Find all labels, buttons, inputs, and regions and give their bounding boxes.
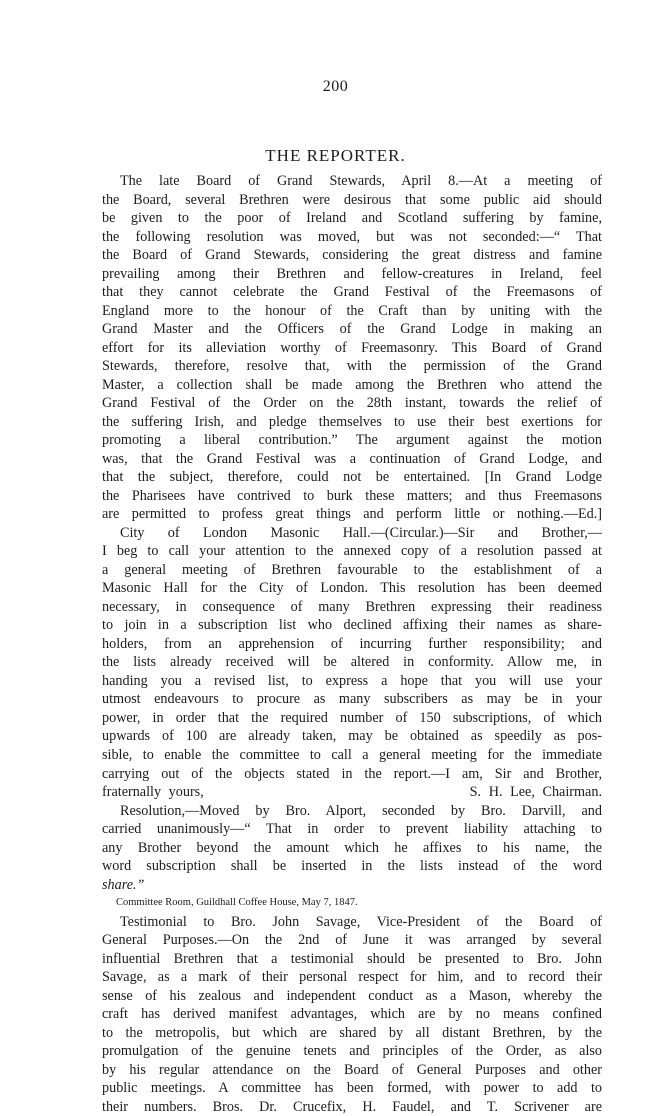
text-line: to the metropolis, but which are shared by all distant Brethren, by the bbox=[102, 1024, 602, 1041]
text-line: Stewards, therefore, resolve that, with the permission of the Grand bbox=[102, 358, 602, 375]
text-line: Masonic Hall for the City of London. This resolution has been deemed bbox=[102, 580, 602, 597]
text-line: effort for its alleviation worthy of Freemasonry. This Board of Grand bbox=[102, 339, 602, 356]
text-line: The late Board of Grand Stewards, April 8.—At a meeting of bbox=[120, 173, 602, 189]
text-line: public meetings. A committee has been formed, with power to add to bbox=[102, 1080, 602, 1097]
text-line: the suffering Irish, and pledge themselves to use their best exertions for bbox=[102, 413, 602, 430]
text-line: Testimonial to Bro. John Savage, Vice-President of the Board of bbox=[120, 913, 602, 930]
text-line: prevailing among their Brethren and fellow-creatures in Ireland, feel bbox=[102, 265, 602, 282]
text-line: the lists already received will be altered in conformity. Allow me, in bbox=[102, 654, 602, 671]
text-line: their numbers. Bros. Dr. Crucefix, H. Faudel, and T. Scrivener are bbox=[102, 1098, 602, 1115]
text-line: carried unanimously—“ That in order to prevent liability attaching to bbox=[102, 821, 602, 838]
text-line: share.” bbox=[102, 876, 145, 893]
text-line: to join in a subscription list who declined affixing their names as share- bbox=[102, 617, 602, 634]
text-line: utmost endeavours to procure as many subscribers as may be in your bbox=[102, 691, 602, 708]
text-line: the following resolution was moved, but was not seconded:—“ That bbox=[102, 228, 602, 245]
text-line: power, in order that the required number of 150 subscriptions, of which bbox=[102, 709, 602, 726]
text-line: General Purposes.—On the 2nd of June it was arranged by several bbox=[102, 932, 602, 949]
text-line: word subscription shall be inserted in the lists instead of the word bbox=[102, 858, 602, 875]
text-line: that they cannot celebrate the Grand Festival of the Freemasons of bbox=[102, 284, 602, 301]
text-line: craft has derived manifest advantages, which are by no means confined bbox=[102, 1006, 602, 1023]
text-line: sense of his zealous and independent conduct as a Mason, whereby the bbox=[102, 987, 602, 1004]
text-line: City of London Masonic Hall.—(Circular.)—Sir and Brother,— bbox=[120, 524, 602, 541]
text-line: are permitted to profess great things and perform little or nothing.—Ed.] bbox=[102, 506, 602, 523]
text-line: carrying out of the objects stated in the report.—I am, Sir and Brother, bbox=[102, 765, 602, 782]
text-line: the Board, several Brethren were desirous that some public aid should bbox=[102, 191, 602, 208]
text-line: handing you a revised list, to express a hope that you will use your bbox=[102, 672, 602, 689]
text-line: influential Brethren that a testimonial should be presented to Bro. John bbox=[102, 950, 602, 967]
text-line: a general meeting of Brethren favourable to the establishment of a bbox=[102, 561, 602, 578]
dateline: Committee Room, Guildhall Coffee House, May 7, 1847. bbox=[116, 897, 358, 909]
page-heading: THE REPORTER. bbox=[265, 146, 406, 165]
body-text bbox=[102, 172, 602, 1116]
text-line: promoting a liberal contribution.” The argument against the motion bbox=[102, 432, 602, 449]
text-line: the Pharisees have contrived to burk these matters; and thus Freemasons bbox=[102, 487, 602, 504]
text-line: sible, to enable the committee to call a general meeting for the immediate bbox=[102, 746, 602, 763]
text-line: the Board of Grand Stewards, considering the great distress and famine bbox=[102, 247, 602, 264]
text-line: Resolution,—Moved by Bro. Alport, seconded by Bro. Darvill, and bbox=[120, 802, 602, 819]
text-line: upwards of 100 are already taken, may be obtained as speedily as pos- bbox=[102, 728, 602, 745]
signature-line: fraternally yours, S. H. Lee, Chairman. bbox=[102, 784, 602, 801]
text-line: Savage, as a mark of their personal respect for him, and to record their bbox=[102, 969, 602, 986]
text-line: necessary, in consequence of many Brethren expressing their readiness bbox=[102, 598, 602, 615]
text-line: Master, a collection shall be made among the Brethren who attend the bbox=[102, 376, 602, 393]
text-line: be given to the poor of Ireland and Scotland suffering by famine, bbox=[102, 210, 602, 227]
text-line: by his regular attendance on the Board of General Purposes and other bbox=[102, 1061, 602, 1078]
text-line: holders, from an apprehension of incurring further responsibility; and bbox=[102, 635, 602, 652]
text-line: Grand Festival of the Order on the 28th instant, towards the relief of bbox=[102, 395, 602, 412]
text-line: any Brother beyond the amount which he affixes to his name, the bbox=[102, 839, 602, 856]
text-line: England more to the honour of the Craft than by uniting with the bbox=[102, 302, 602, 319]
text-line: promulgation of the genuine tenets and principles of the Order, as also bbox=[102, 1043, 602, 1060]
text-line: was, that the Grand Festival was a continuation of Grand Lodge, and bbox=[102, 450, 602, 467]
text-line: Grand Master and the Officers of the Grand Lodge in making an bbox=[102, 321, 602, 338]
page-number: 200 bbox=[322, 78, 349, 95]
text-line: that the subject, therefore, could not be entertained. [In Grand Lodge bbox=[102, 469, 602, 486]
text-line: I beg to call your attention to the annexed copy of a resolution passed at bbox=[102, 543, 602, 560]
